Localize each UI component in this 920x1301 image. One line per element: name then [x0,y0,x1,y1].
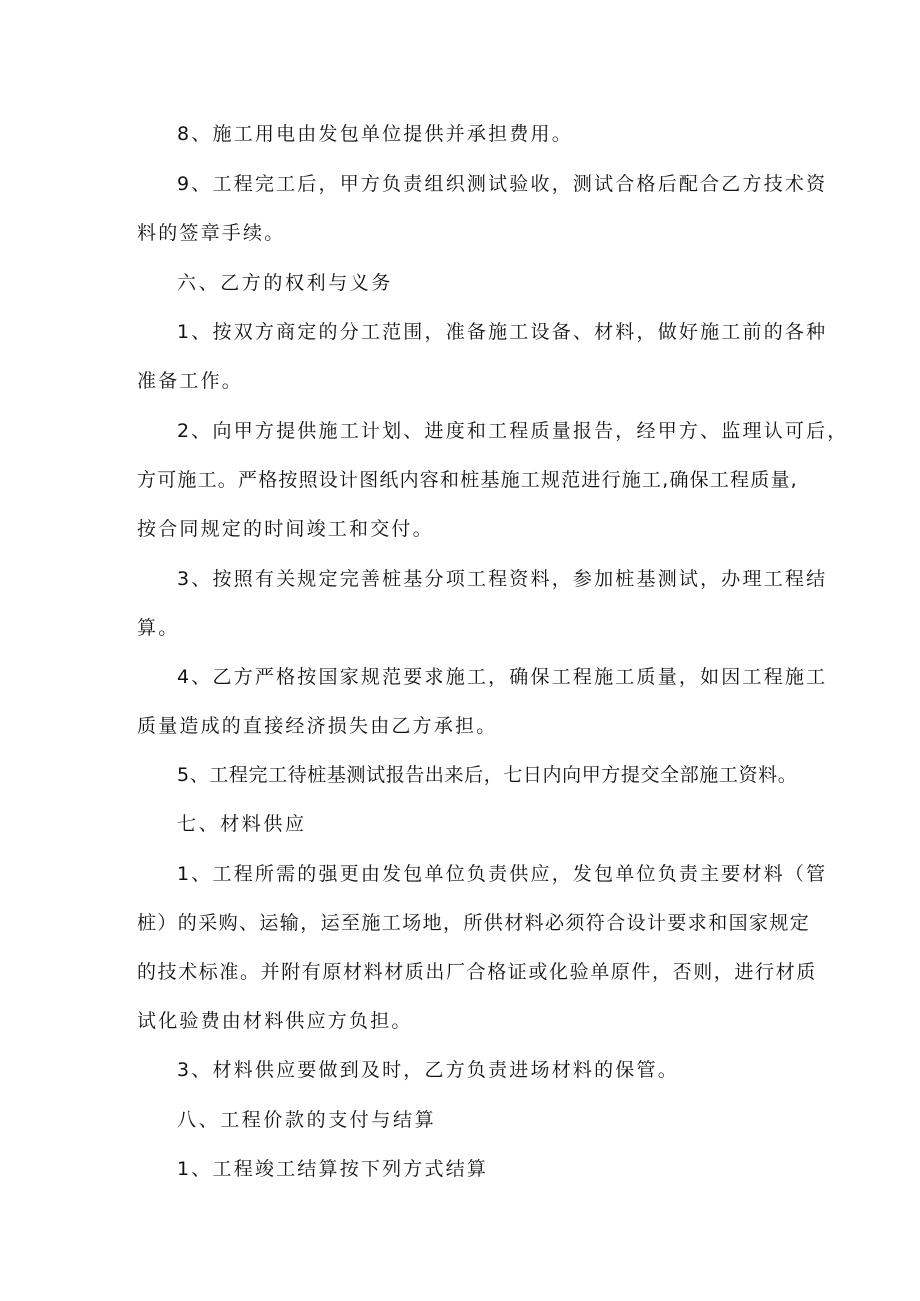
section-7-item-1: 1、工程所需的强更由发包单位负责供应，发包单位负责主要材料（管 [177,863,828,885]
section-6-item-2-cont-2: 按合同规定的时间竣工和交付。 [137,518,434,540]
section-6-heading: 六、乙方的权利与义务 [177,272,394,294]
section-7-item-1-cont-3: 试化验费由材料供应方负担。 [137,1010,413,1032]
section-8-item-1: 1、工程竣工结算按下列方式结算 [177,1158,489,1180]
section-6-item-3: 3、按照有关规定完善桩基分项工程资料，参加桩基测试，办理工程结 [177,568,828,590]
section-7-item-3: 3、材料供应要做到及时，乙方负责进场材料的保管。 [177,1059,679,1081]
section-6-item-4-cont: 质量造成的直接经济损失由乙方承担。 [137,715,498,737]
item-9-acceptance: 9、工程完工后，甲方负责组织测试验收，测试合格后配合乙方技术资 [177,173,828,195]
section-6-item-5: 5、工程完工待桩基测试报告出来后，七日内向甲方提交全部施工资料。 [177,764,798,786]
section-8-heading: 八、工程价款的支付与结算 [177,1109,437,1131]
section-6-item-2-cont-1: 方可施工。严格按照设计图纸内容和桩基施工规范进行施工,确保工程质量, [137,469,798,491]
item-8-electricity: 8、施工用电由发包单位提供并承担费用。 [177,123,573,145]
section-7-heading: 七、材料供应 [177,813,307,835]
section-7-item-1-cont-1: 桩）的采购、运输，运至施工场地，所供材料必须符合设计要求和国家规定 [137,912,811,934]
item-9-acceptance-cont: 料的签章手续。 [137,222,286,244]
section-7-item-1-cont-2: 的技术标准。并附有原材料材质出厂合格证或化验单原件，否则，进行材质 [137,961,817,983]
section-6-item-3-cont: 算。 [137,617,180,639]
section-6-item-1: 1、按双方商定的分工范围，准备施工设备、材料，做好施工前的各种 [177,321,828,343]
section-6-item-2: 2、向甲方提供施工计划、进度和工程质量报告，经甲方、监理认可后， [177,420,849,442]
section-6-item-1-cont: 准备工作。 [137,370,244,392]
section-6-item-4: 4、乙方严格按国家规范要求施工，确保工程施工质量，如因工程施工 [177,666,828,688]
